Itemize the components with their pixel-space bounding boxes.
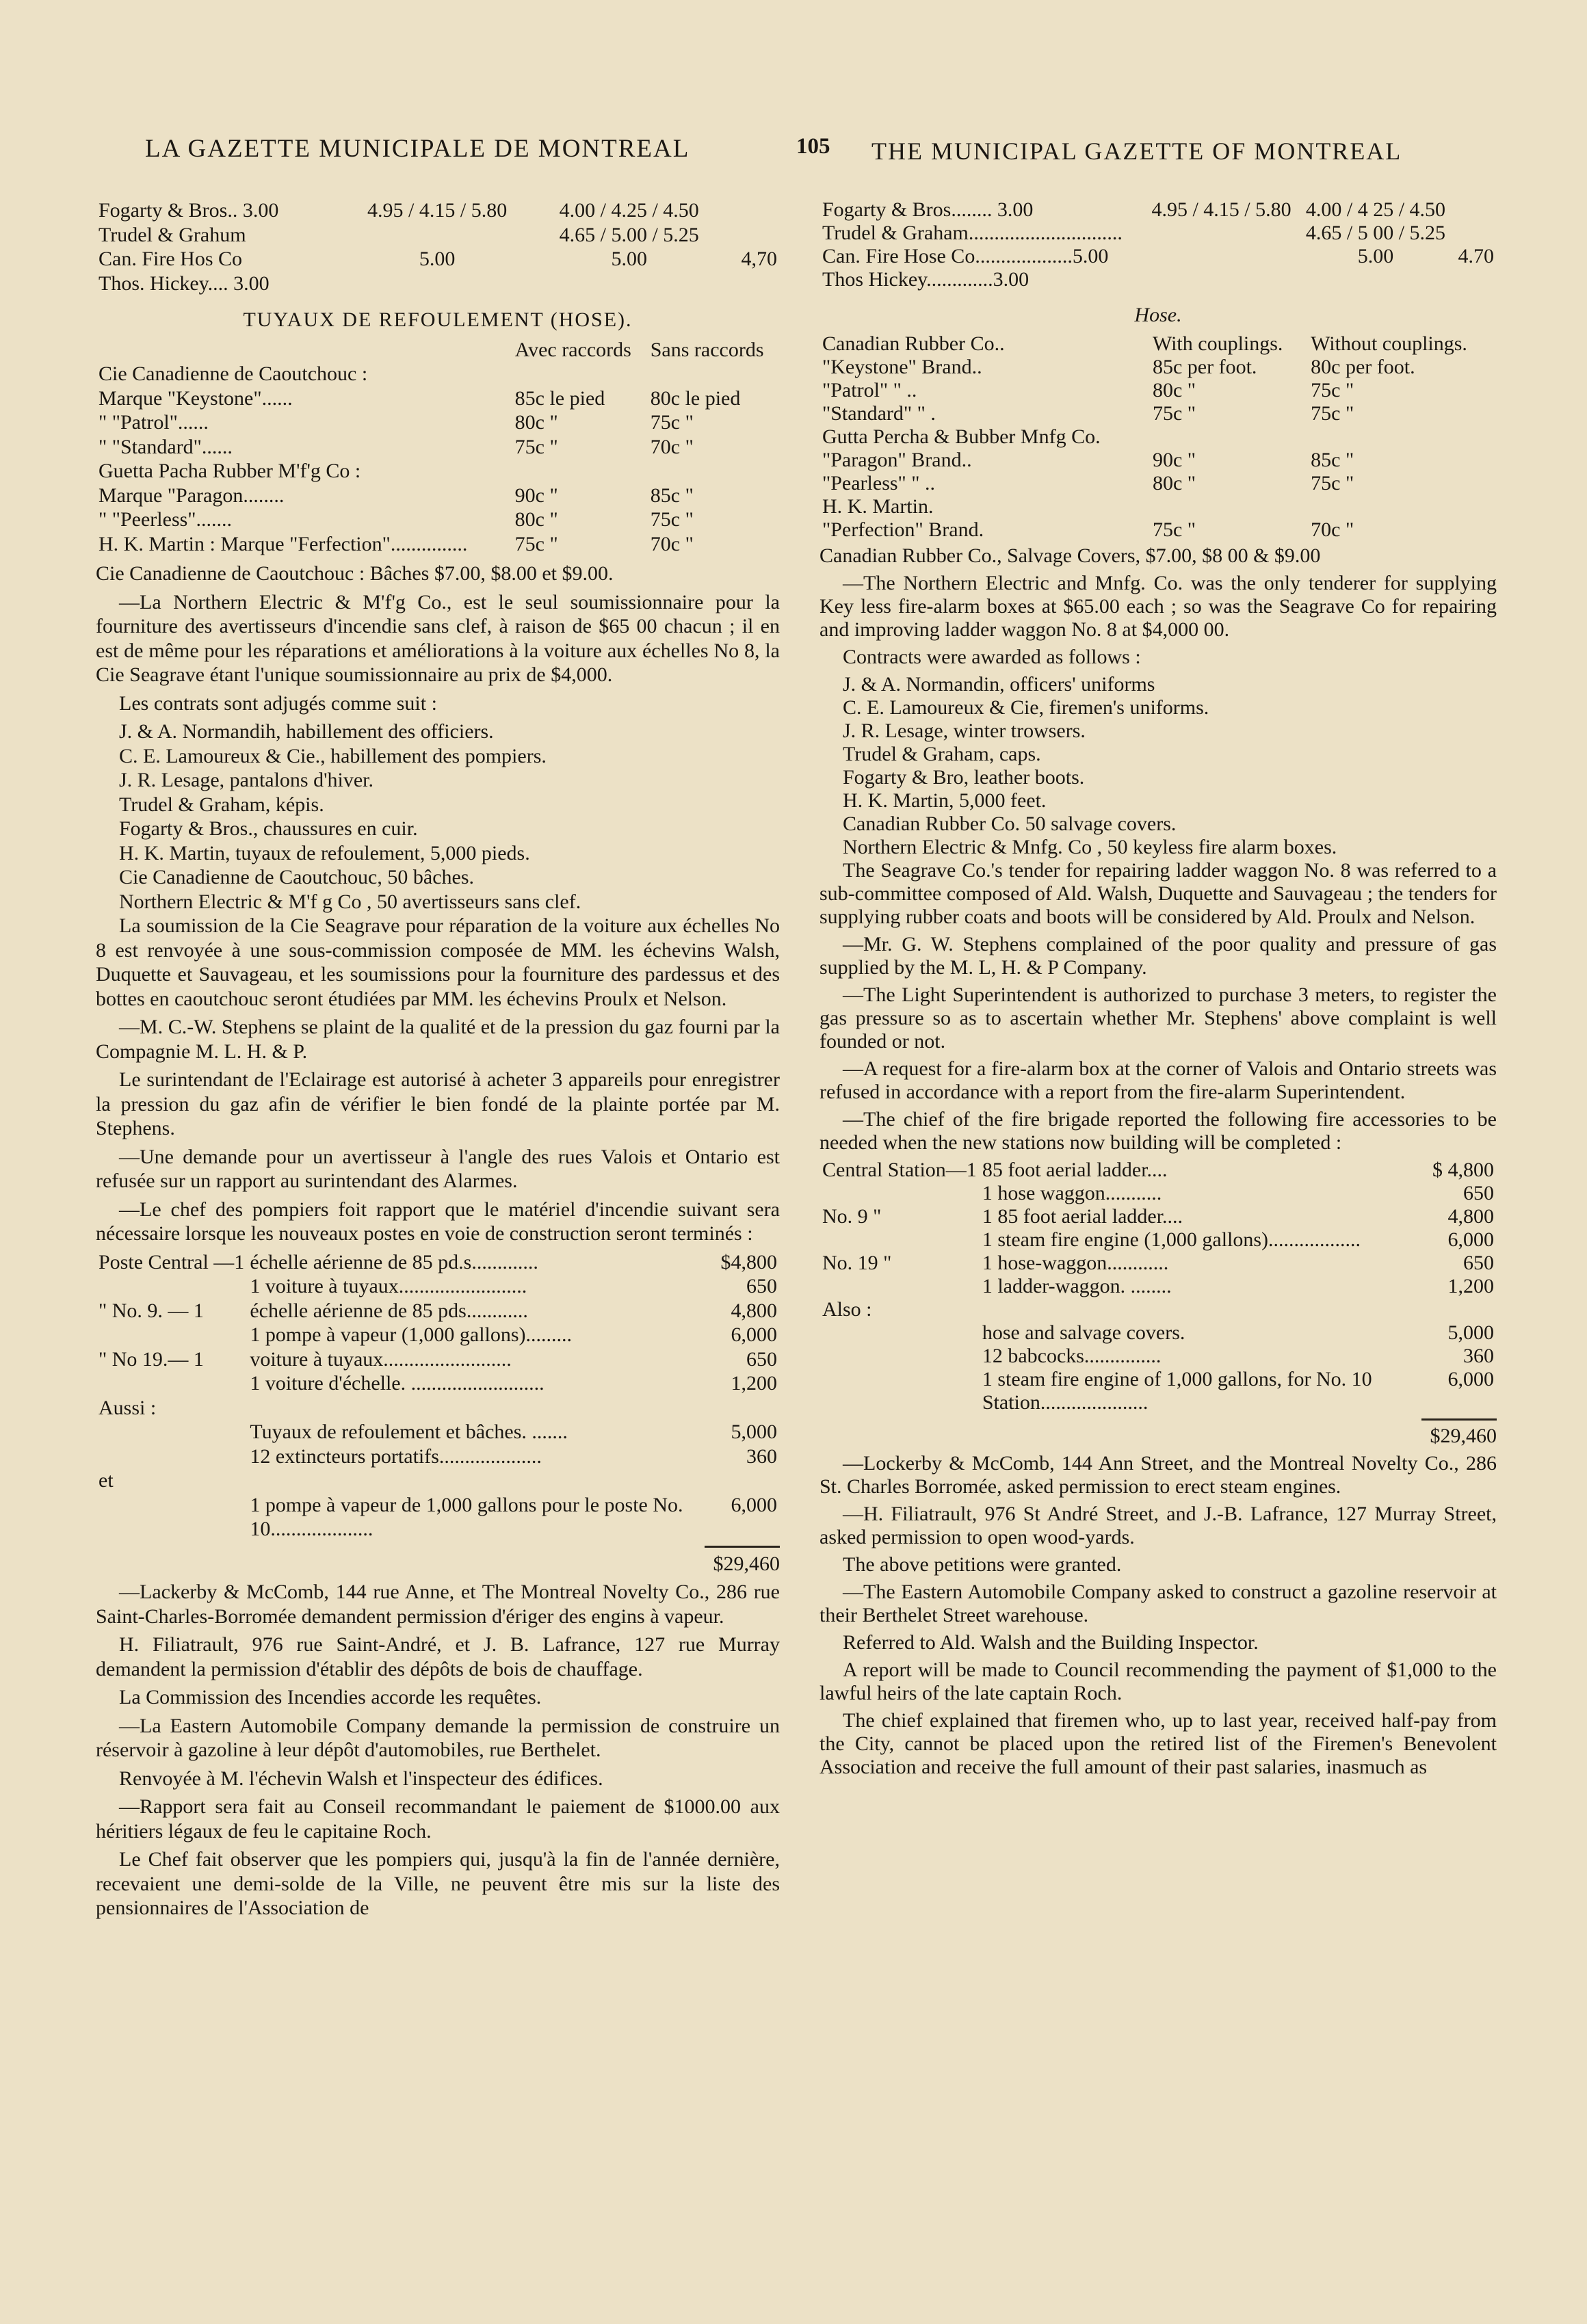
equipment-row-en (819, 1368, 1497, 1414)
equipment-row-fr-cell: 4,800 (731, 1299, 777, 1322)
hose-row-en-cell: Without couplings. (1311, 332, 1467, 355)
equipment-row-fr-cell: Aussi : (99, 1396, 157, 1419)
hose-row-fr-cell: Marque "Keystone"...... (99, 386, 293, 410)
para-en-10: —The Eastern Automobile Company asked to construct a gazoline reservoir at their Berthelet Street warehouse. (819, 1581, 1497, 1626)
tender-row-fr-cell: 4,70 (741, 248, 777, 270)
equipment-row-en-cell (819, 1345, 980, 1368)
hose-table-en (819, 332, 1497, 542)
hose-row-en-cell: Canadian Rubber Co.. (822, 332, 1005, 355)
equipment-row-fr-cell (96, 1371, 247, 1396)
equipment-row-en-cell: 6,000 (1447, 1228, 1494, 1251)
equipment-row-fr (96, 1468, 780, 1493)
para-en-13: The chief explained that firemen who, up to last year, received half-pay from the City, cannot be placed upon the retired list of the Firemen's Benevolent Association and receive the full amount of their past salaries, inasmuch as (819, 1709, 1497, 1778)
equipment-row-en (819, 1252, 1497, 1275)
tender-row-fr (96, 247, 780, 272)
hose-row-en (819, 495, 1497, 518)
tender-row-fr-cell: Trudel & Grahum (99, 223, 246, 246)
equipment-row-en (819, 1345, 1497, 1368)
hose-row-fr-cell: Cie Canadienne de Caoutchouc : (99, 362, 368, 385)
page-header (0, 134, 1587, 182)
tender-row-fr (96, 223, 780, 248)
hose-title-fr: TUYAUX DE REFOULEMENT (HOSE). (243, 308, 633, 331)
hose-row-en-cell: 90c " (1152, 449, 1196, 471)
hose-row-fr (96, 484, 780, 508)
para-en-7: —Lockerby & McComb, 144 Ann Street, and the Montreal Novelty Co., 286 St. Charles Borromée, asked permission to erect steam engines. (819, 1452, 1497, 1498)
equipment-row-fr (96, 1420, 780, 1444)
equipment-row-fr-cell (247, 1396, 718, 1421)
hose-row-en-cell: 75c " (1152, 402, 1196, 425)
equipment-row-fr-cell: 6,000 (731, 1323, 777, 1346)
hose-row-en-cell: "Perfection" Brand. (822, 518, 984, 541)
tender-row-fr-cell: Fogarty & Bros.. 3.00 (99, 199, 279, 222)
para-fr-3: —M. C.-W. Stephens se plaint de la qualité et de la pression du gaz fourni par la Compagnie M. L. H. & P. (96, 1016, 780, 1063)
total-fr: $29,460 (713, 1552, 780, 1575)
hose-table-fr (96, 338, 780, 557)
para-fr-9: La Commission des Incendies accorde les requêtes. (119, 1686, 542, 1708)
hose-row-en-cell: 70c " (1311, 518, 1354, 541)
tender-row-fr-cell: 5.00 (419, 248, 456, 270)
hose-row-en-cell: 75c " (1311, 379, 1354, 401)
para-en-2: The Seagrave Co.'s tender for repairing ladder waggon No. 8 was referred to a sub-committee composed of Ald. Walsh, Duquette and Sauvageau ; the tenders for supplying rubber coats and boots will be considered by Ald. Proulx and Nelson. (819, 859, 1497, 928)
contract-item: J. & A. Normandih, habillement des officiers. (119, 720, 494, 743)
hose-row-en-cell: "Standard" " . (822, 402, 936, 425)
equipment-row-en-cell: No. 19 " (822, 1252, 892, 1274)
contract-item: C. E. Lamoureux & Cie., habillement des pompiers. (119, 744, 547, 767)
para-en-12: A report will be made to Council recommending the payment of $1,000 to the lawful heirs of the late captain Roch. (819, 1659, 1497, 1704)
hose-row-en-cell: 75c " (1152, 518, 1196, 541)
contract-item: Northern Electric & M'f g Co , 50 avertisseurs sans clef. (119, 890, 581, 913)
hose-row-fr-cell: 70c " (650, 532, 694, 555)
tender-row-en-cell: 4.65 / 5 00 / 5.25 (1305, 222, 1446, 244)
equipment-row-fr-cell: et (99, 1469, 114, 1492)
hose-row-en (819, 518, 1497, 542)
equipment-row-fr-cell: 1 pompe à vapeur de 1,000 gallons pour le poste No. 10.................... (250, 1493, 683, 1540)
header-french-title: LA GAZETTE MUNICIPALE DE MONTREAL (145, 135, 690, 163)
equipment-table-fr (96, 1250, 780, 1542)
hose-row-en-cell: 80c " (1152, 379, 1196, 401)
equipment-row-fr (96, 1371, 780, 1396)
hose-row-en-cell: Gutta Percha & Bubber Mnfg Co. (822, 425, 1101, 448)
hose-row-fr (96, 435, 780, 460)
hose-row-en-cell: "Paragon" Brand.. (822, 449, 972, 471)
equipment-row-fr-cell (718, 1396, 781, 1421)
para-en-11: Referred to Ald. Walsh and the Building Inspector. (843, 1631, 1259, 1654)
salvage-en: Canadian Rubber Co., Salvage Covers, $7.00, $8 00 & $9.00 (819, 544, 1321, 567)
equipment-row-fr (96, 1444, 780, 1469)
equipment-row-en (819, 1321, 1497, 1345)
tender-row-en-cell (1144, 268, 1298, 291)
hose-row-fr-cell: 75c " (650, 411, 694, 434)
equipment-row-fr-cell (96, 1444, 247, 1469)
tender-row-en-cell (1453, 268, 1497, 291)
equipment-row-en-cell: 1 steam fire engine (1,000 gallons).................. (982, 1228, 1361, 1251)
para-fr-12: —Rapport sera fait au Conseil recommandant le paiement de $1000.00 aux héritiers légaux de feu le capitaine Roch. (96, 1795, 780, 1843)
equipment-row-fr-cell: voiture à tuyaux......................... (250, 1347, 512, 1371)
hose-row-en (819, 472, 1497, 495)
equipment-row-en (819, 1159, 1497, 1182)
tender-row-fr-cell: 4.95 / 4.15 / 5.80 (367, 199, 508, 222)
equipment-row-fr (96, 1493, 780, 1542)
equipment-row-en (819, 1275, 1497, 1298)
equipment-row-fr-cell: 650 (746, 1275, 777, 1297)
para-en-6: —The chief of the fire brigade reported the following fire accessories to be needed when the new stations now building will be completed : (819, 1108, 1497, 1154)
para-en-4: —The Light Superintendent is authorized to purchase 3 meters, to register the gas pressure so as to ascertain whether Mr. Stephens' above complaint is well founded or not. (819, 983, 1497, 1053)
equipment-row-en-cell (819, 1321, 980, 1345)
tender-row-en (819, 268, 1497, 291)
hose-row-fr-cell: 85c le pied (514, 386, 605, 410)
equipment-row-fr-cell (96, 1274, 247, 1299)
equipment-table-en (819, 1159, 1497, 1414)
total-rule-en (1421, 1418, 1497, 1421)
para-fr-5: —Une demande pour un avertisseur à l'angle des rues Valois et Ontario est refusée sur un rapport au surintendant des Alarmes. (96, 1145, 780, 1192)
equipment-row-en-cell: 1 ladder-waggon. ........ (982, 1275, 1172, 1297)
para-fr-10: —La Eastern Automobile Company demande la permission de construire un réservoir à gazoline à leur dépôt d'automobiles, rue Berthelet. (96, 1714, 780, 1761)
equipment-row-fr-cell (96, 1323, 247, 1347)
equipment-row-fr-cell: 1 voiture à tuyaux......................... (250, 1275, 527, 1297)
equipment-row-en (819, 1182, 1497, 1205)
french-column (96, 198, 780, 1925)
contract-item: C. E. Lamoureux & Cie, firemen's uniforms. (843, 696, 1209, 719)
hose-title-en: Hose. (1134, 304, 1182, 326)
hose-row-fr (96, 410, 780, 435)
tender-row-en (819, 198, 1497, 222)
equipment-row-fr-cell: Tuyaux de refoulement et bâches. ....... (250, 1421, 568, 1443)
header-english-title: THE MUNICIPAL GAZETTE OF MONTREAL (871, 137, 1402, 165)
equipment-row-fr-cell: 1,200 (731, 1372, 777, 1395)
contract-item: Fogarty & Bro, leather boots. (843, 766, 1085, 789)
tender-row-fr-cell (725, 223, 780, 248)
hose-row-fr (96, 459, 780, 484)
equipment-row-en-cell (819, 1228, 980, 1252)
equipment-row-en-cell: 6,000 (1447, 1368, 1494, 1390)
hose-row-fr-cell: 80c le pied (650, 386, 741, 410)
tender-row-en-cell (1144, 222, 1298, 245)
equipment-row-en-cell: 12 babcocks............... (982, 1345, 1162, 1367)
equipment-row-en (819, 1228, 1497, 1252)
equipment-row-fr (96, 1323, 780, 1347)
hose-row-en (819, 425, 1497, 449)
equipment-row-fr-cell: Poste Central —1 (99, 1250, 245, 1273)
equipment-row-fr-cell: échelle aérienne de 85 pds............ (250, 1299, 528, 1322)
para-fr-8: H. Filiatrault, 976 rue Saint-André, et J. B. Lafrance, 127 rue Murray demandent la permission d'établir des dépôts de bois de chauffage. (96, 1633, 780, 1680)
equipment-row-en-cell: 1 steam fire engine of 1,000 gallons, for No. 10 Station..................... (982, 1368, 1372, 1414)
para-en-1: —The Northern Electric and Mnfg. Co. was the only tenderer for supplying Key less fire-alarm boxes at $65.00 each ; so was the Seagrave Co for repairing and improving ladder waggon No. 8 at $4,000 00. (819, 572, 1497, 641)
equipment-row-fr-cell: 6,000 (731, 1493, 777, 1516)
hose-row-en-cell: 80c " (1152, 472, 1196, 494)
hose-row-en-cell: H. K. Martin. (822, 495, 934, 518)
para-en-3: —Mr. G. W. Stephens complained of the poor quality and pressure of gas supplied by the M. L, H. & P Company. (819, 933, 1497, 979)
equipment-row-en-cell: 1 85 foot aerial ladder.... (982, 1205, 1183, 1228)
hose-row-en (819, 449, 1497, 472)
equipment-row-en-cell: 4,800 (1447, 1205, 1494, 1228)
equipment-row-fr (96, 1396, 780, 1421)
para-fr-1: —La Northern Electric & M'f'g Co., est le seul soumissionnaire pour la fourniture des avertisseurs d'incendie sans clef, à raison de $65 00 chacun ; il en est de même pour les réparations et améliorations à la voiture aux échelles No 8, la Cie Seagrave étant l'unique soumissionnaire au prix de $4,000. (96, 590, 780, 686)
equipment-row-fr (96, 1347, 780, 1372)
equipment-row-en (819, 1298, 1497, 1321)
tender-row-fr (96, 272, 780, 296)
equipment-row-en-cell: 650 (1463, 1182, 1494, 1204)
hose-row-fr-cell: " "Peerless"....... (99, 508, 233, 531)
contracts-intro-fr: Les contrats sont adjugés comme suit : (119, 691, 437, 715)
hose-row-fr-cell (512, 459, 648, 484)
hose-row-en-cell: "Keystone" Brand.. (822, 356, 982, 378)
hose-row-en-cell: 80c per foot. (1311, 356, 1415, 378)
page-number: 105 (796, 134, 830, 159)
tender-row-fr-cell (341, 223, 534, 248)
para-fr-6: —Le chef des pompiers foit rapport que le matériel d'incendie suivant sera nécessaire lorsque les nouveaux postes en voie de construction seront terminés : (96, 1198, 780, 1245)
tender-row-fr-cell: Can. Fire Hos Co (99, 248, 242, 270)
contract-item: H. K. Martin, 5,000 feet. (843, 789, 1047, 812)
hose-row-en (819, 379, 1497, 402)
tender-row-en-cell: 5.00 (1357, 245, 1394, 267)
hose-row-fr-cell: 75c " (650, 508, 694, 531)
hose-row-en (819, 332, 1497, 356)
hose-row-fr (96, 507, 780, 532)
hose-row-en (819, 356, 1497, 379)
tender-table-fr (96, 198, 780, 295)
contract-item: Trudel & Graham, képis. (119, 793, 324, 816)
equipment-row-en-cell: 1,200 (1447, 1275, 1494, 1297)
hose-row-fr-cell: " "Standard"...... (99, 435, 233, 458)
contract-item: J. & A. Normandin, officers' uniforms (843, 673, 1155, 696)
equipment-row-fr-cell: 5,000 (731, 1421, 777, 1443)
tender-table-en (819, 198, 1497, 291)
equipment-row-fr-cell: échelle aérienne de 85 pd.s............. (250, 1250, 538, 1273)
para-fr-7: —Lackerby & McComb, 144 rue Anne, et The Montreal Novelty Co., 286 rue Saint-Charles-Borromée demandent permission d'ériger des engins à vapeur. (96, 1581, 780, 1628)
equipment-row-en-cell: 650 (1463, 1252, 1494, 1274)
tender-row-en-cell: Fogarty & Bros........ 3.00 (822, 198, 1034, 221)
contract-item: H. K. Martin, tuyaux de refoulement, 5,000 pieds. (119, 841, 530, 864)
equipment-row-fr-cell: 1 pompe à vapeur (1,000 gallons)......... (250, 1323, 573, 1346)
contracts-list-fr (96, 719, 780, 914)
equipment-row-fr-cell: 650 (746, 1347, 777, 1371)
tender-row-en-cell (1144, 245, 1298, 268)
tender-row-en-cell: Thos Hickey.............3.00 (822, 268, 1029, 291)
tender-row-en-cell: 4.95 / 4.15 / 5.80 (1151, 198, 1291, 221)
equipment-row-en-cell: hose and salvage covers. (982, 1321, 1185, 1344)
hose-row-fr-cell: Guetta Pacha Rubber M'f'g Co : (99, 460, 361, 482)
equipment-row-fr-cell (96, 1420, 247, 1444)
tender-row-fr-cell: 4.65 / 5.00 / 5.25 (559, 223, 699, 246)
hose-row-fr-cell: 90c " (514, 484, 558, 507)
hose-row-fr (96, 362, 780, 386)
tender-row-fr-cell: 5.00 (611, 248, 647, 270)
hose-row-en-cell: 75c " (1311, 472, 1354, 494)
contract-item: Trudel & Graham, caps. (843, 743, 1041, 765)
hose-row-en-cell (1150, 495, 1308, 518)
equipment-row-fr-cell: 12 extincteurs portatifs.................... (250, 1444, 542, 1468)
total-en: $29,460 (1430, 1425, 1497, 1447)
equipment-row-en-cell: 1 hose waggon........... (982, 1182, 1162, 1204)
tender-row-fr-cell (725, 198, 780, 223)
hose-row-fr-cell: 75c " (514, 532, 558, 555)
hose-row-fr-cell: 70c " (650, 435, 694, 458)
para-en-9: The above petitions were granted. (843, 1553, 1122, 1576)
equipment-row-en-cell: 85 foot aerial ladder.... (982, 1159, 1168, 1181)
hose-row-fr-cell: Marque "Paragon........ (99, 484, 285, 507)
tender-row-en-cell: Trudel & Graham.............................. (822, 222, 1123, 244)
total-rule-fr (705, 1546, 780, 1548)
equipment-row-en-cell (980, 1298, 1430, 1321)
tender-row-fr-cell: 4.00 / 4.25 / 4.50 (559, 199, 699, 222)
para-fr-2: La soumission de la Cie Seagrave pour réparation de la voiture aux échelles No 8 est renvoyée à une sous-commission composée de MM. les échevins Walsh, Duquette et Sauvageau, et les soumissions pour la fourniture des pardessus et des bottes en caoutchouc seront étudiées par MM. les échevins Proulx et Nelson. (96, 914, 780, 1010)
contracts-intro-en: Contracts were awarded as follows : (843, 646, 1141, 668)
hose-row-fr-cell: 80c " (514, 411, 558, 434)
hose-row-fr-cell: H. K. Martin : Marque "Ferfection"............... (99, 532, 468, 555)
equipment-row-fr-cell (247, 1468, 718, 1493)
equipment-row-fr-cell: " No 19.— 1 (99, 1347, 204, 1371)
para-fr-4: Le surintendant de l'Eclairage est autorisé à acheter 3 appareils pour enregistrer la pression du gaz afin de vérifier le bien fondé de la plainte portée par M. Stephens. (96, 1068, 780, 1139)
tender-row-en-cell (1453, 198, 1497, 222)
para-fr-11: Renvoyée à M. l'échevin Walsh et l'inspecteur des édifices. (119, 1767, 603, 1790)
hose-row-fr-cell (648, 362, 780, 386)
equipment-row-en-cell (819, 1182, 980, 1205)
equipment-row-fr-cell (96, 1493, 247, 1542)
baches-fr: Cie Canadienne de Caoutchouc : Bâches $7.00, $8.00 et $9.00. (96, 562, 614, 585)
hose-row-fr-cell: 85c " (650, 484, 694, 507)
equipment-row-en-cell: No. 9 " (822, 1205, 882, 1228)
tender-row-fr-cell (533, 272, 725, 296)
equipment-row-en-cell: Central Station—1 (822, 1159, 977, 1181)
contract-item: Canadian Rubber Co. 50 salvage covers. (843, 813, 1177, 835)
english-column (819, 198, 1497, 1783)
hose-row-fr (96, 386, 780, 411)
hose-row-fr-cell: 80c " (514, 508, 558, 531)
equipment-row-en-cell: Also : (822, 1298, 872, 1321)
hose-row-fr (96, 532, 780, 557)
equipment-row-en-cell: $ 4,800 (1432, 1159, 1494, 1181)
equipment-row-en-cell (819, 1275, 980, 1298)
equipment-row-en (819, 1205, 1497, 1228)
tender-row-en-cell: 4.70 (1458, 245, 1494, 267)
contracts-list-en (819, 673, 1497, 859)
tender-row-en-cell: Can. Fire Hose Co...................5.00 (822, 245, 1109, 267)
equipment-row-en-cell: 360 (1463, 1345, 1494, 1367)
equipment-row-fr (96, 1250, 780, 1275)
equipment-row-fr-cell: $4,800 (720, 1250, 777, 1273)
contract-item: Northern Electric & Mnfg. Co , 50 keyless fire alarm boxes. (843, 836, 1337, 858)
contract-item: Fogarty & Bros., chaussures en cuir. (119, 817, 418, 840)
hose-head-without: Sans raccords (650, 338, 764, 361)
tender-row-en-cell (1298, 268, 1452, 291)
contract-item: J. R. Lesage, pantalons d'hiver. (119, 769, 373, 791)
tender-row-en-cell (1453, 222, 1497, 245)
equipment-row-fr-cell (718, 1468, 781, 1493)
para-en-5: —A request for a fire-alarm box at the corner of Valois and Ontario streets was refused in accordance with a report from the fire-alarm Superintendent. (819, 1057, 1497, 1103)
hose-row-en (819, 402, 1497, 425)
hose-row-fr-cell: " "Patrol"...... (99, 411, 209, 434)
tender-row-fr (96, 198, 780, 223)
hose-row-fr-cell (512, 362, 648, 386)
equipment-row-fr-cell: 1 voiture d'échelle. .......................... (250, 1372, 545, 1395)
tender-row-fr-cell (341, 272, 534, 296)
hose-row-en-cell: 85c " (1311, 449, 1354, 471)
tender-row-fr-cell (725, 272, 780, 296)
hose-row-en-cell (1308, 495, 1497, 518)
equipment-row-en-cell (1430, 1298, 1497, 1321)
equipment-row-fr (96, 1274, 780, 1299)
hose-row-fr-cell (648, 459, 780, 484)
equipment-row-fr (96, 1299, 780, 1323)
tender-row-en-cell: 4.00 / 4 25 / 4.50 (1305, 198, 1446, 221)
hose-row-en-cell (1150, 425, 1308, 449)
hose-row-fr-cell: 75c " (514, 435, 558, 458)
hose-row-en-cell: 75c " (1311, 402, 1354, 425)
equipment-row-fr-cell: " No. 9. — 1 (99, 1299, 204, 1322)
hose-row-en-cell: 85c per foot. (1152, 356, 1257, 378)
equipment-row-fr-cell: 360 (746, 1444, 777, 1468)
contract-item: Cie Canadienne de Caoutchouc, 50 bâches. (119, 866, 474, 888)
contract-item: J. R. Lesage, winter trowsers. (843, 719, 1086, 742)
equipment-row-en-cell: 1 hose-waggon............ (982, 1252, 1169, 1274)
equipment-row-en-cell (819, 1368, 980, 1414)
para-en-8: —H. Filiatrault, 976 St André Street, and J.-B. Lafrance, 127 Murray Street, asked permission to open wood-yards. (819, 1503, 1497, 1548)
hose-row-en-cell: "Pearless" " .. (822, 472, 936, 494)
hose-row-en-cell (1308, 425, 1497, 449)
tender-row-en (819, 245, 1497, 268)
tender-row-fr-cell: Thos. Hickey.... 3.00 (99, 272, 270, 295)
hose-head-with: Avec raccords (514, 338, 631, 361)
tender-row-en (819, 222, 1497, 245)
hose-row-en-cell: "Patrol" " .. (822, 379, 917, 401)
para-fr-13: Le Chef fait observer que les pompiers qui, jusqu'à la fin de l'année dernière, recevaient une demi-solde de la Ville, ne peuvent être mis sur la liste des pensionnaires de l'Association de (96, 1848, 780, 1919)
equipment-row-en-cell: 5,000 (1447, 1321, 1494, 1344)
hose-row-en-cell: With couplings. (1152, 332, 1283, 355)
